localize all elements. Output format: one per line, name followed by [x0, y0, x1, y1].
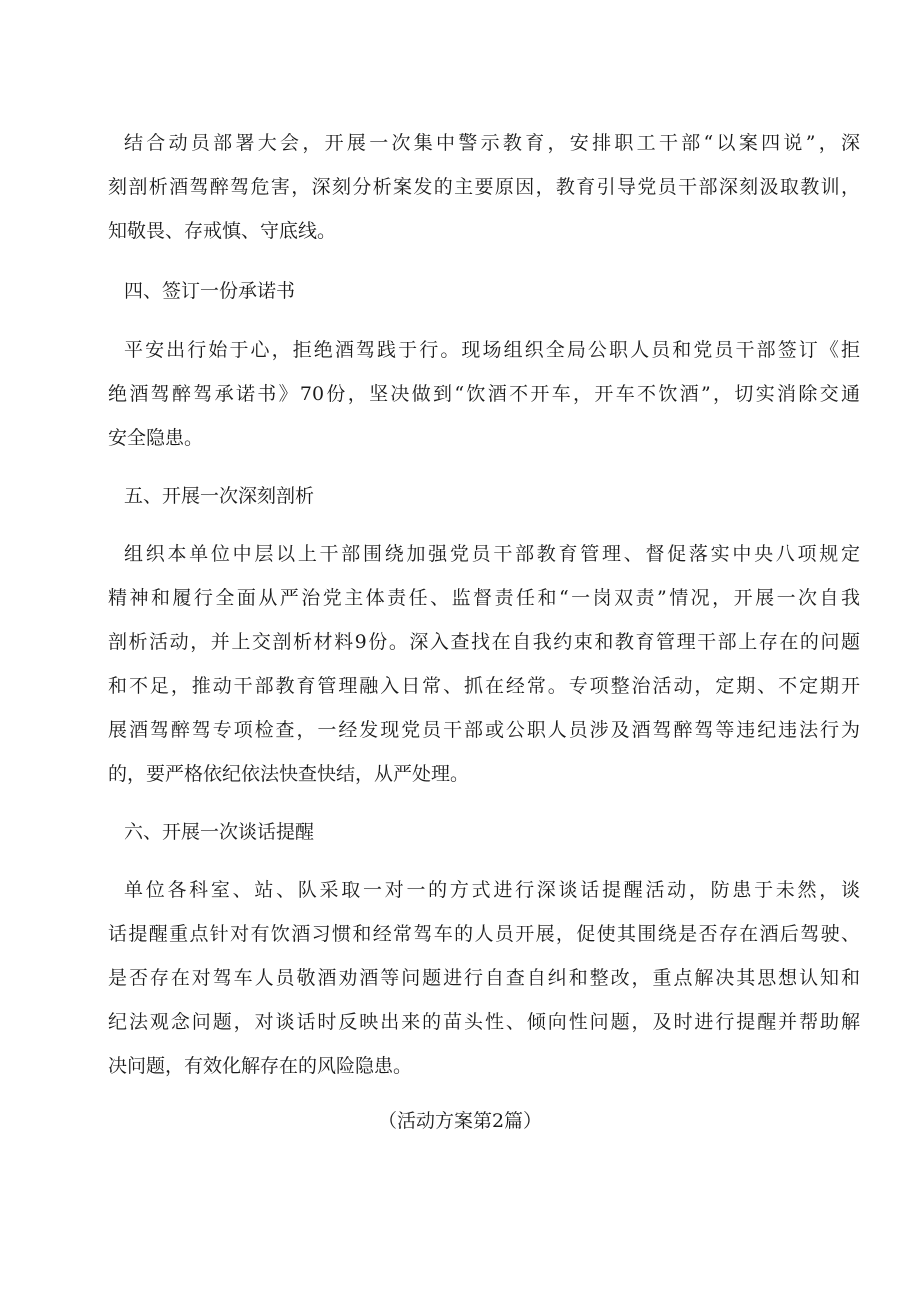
paragraph-line: 是否存在对驾车人员敬酒劝酒等问题进行自查自纠和整改，重点解决其思想认知和	[108, 967, 860, 989]
section-heading: 六、开展一次谈话提醒	[124, 821, 315, 843]
paragraph-line: 绝酒驾醉驾承诺书》70份，坚决做到“饮酒不开车，开车不饮酒”，切实消除交通	[108, 383, 860, 405]
paragraph-line: 精神和履行全面从严治党主体责任、监督责任和“一岗双责”情况，开展一次自我	[108, 587, 860, 609]
section-heading: 四、签订一份承诺书	[124, 280, 296, 302]
paragraph-line: 知敬畏、存戒慎、守底线。	[108, 220, 337, 242]
paragraph-line: 话提醒重点针对有饮酒习惯和经常驾车的人员开展，促使其围绕是否存在酒后驾驶、	[108, 923, 860, 945]
section-heading: 五、开展一次深刻剖析	[124, 485, 315, 507]
paragraph-line: 组织本单位中层以上干部围绕加强党员干部教育管理、督促落实中央八项规定	[124, 543, 860, 565]
paragraph-line: 平安出行始于心，拒绝酒驾践于行。现场组织全局公职人员和党员干部签订《拒	[124, 339, 860, 361]
part-caption: （活动方案第2篇）	[377, 1110, 543, 1132]
paragraph-line: 的，要严格依纪依法快查快结，从严处理。	[108, 763, 470, 785]
paragraph-line: 刻剖析酒驾醉驾危害，深刻分析案发的主要原因，教育引导党员干部深刻汲取教训，	[108, 176, 860, 198]
paragraph-line: 单位各科室、站、队采取一对一的方式进行深谈话提醒活动，防患于未然，谈	[124, 879, 860, 901]
paragraph-line: 和不足，推动干部教育管理融入日常、抓在经常。专项整治活动，定期、不定期开	[108, 675, 860, 697]
paragraph-line: 决问题，有效化解存在的风险隐患。	[108, 1055, 413, 1077]
paragraph-line: 纪法观念问题，对谈话时反映出来的苗头性、倾向性问题，及时进行提醒并帮助解	[108, 1011, 860, 1033]
paragraph-line: 安全隐患。	[108, 427, 204, 449]
paragraph-line: 剖析活动，并上交剖析材料9份。深入查找在自我约束和教育管理干部上存在的问题	[108, 631, 860, 653]
paragraph-line: 结合动员部署大会，开展一次集中警示教育，安排职工干部“以案四说”，深	[124, 132, 860, 154]
paragraph-line: 展酒驾醉驾专项检查，一经发现党员干部或公职人员涉及酒驾醉驾等违纪违法行为	[108, 719, 860, 741]
